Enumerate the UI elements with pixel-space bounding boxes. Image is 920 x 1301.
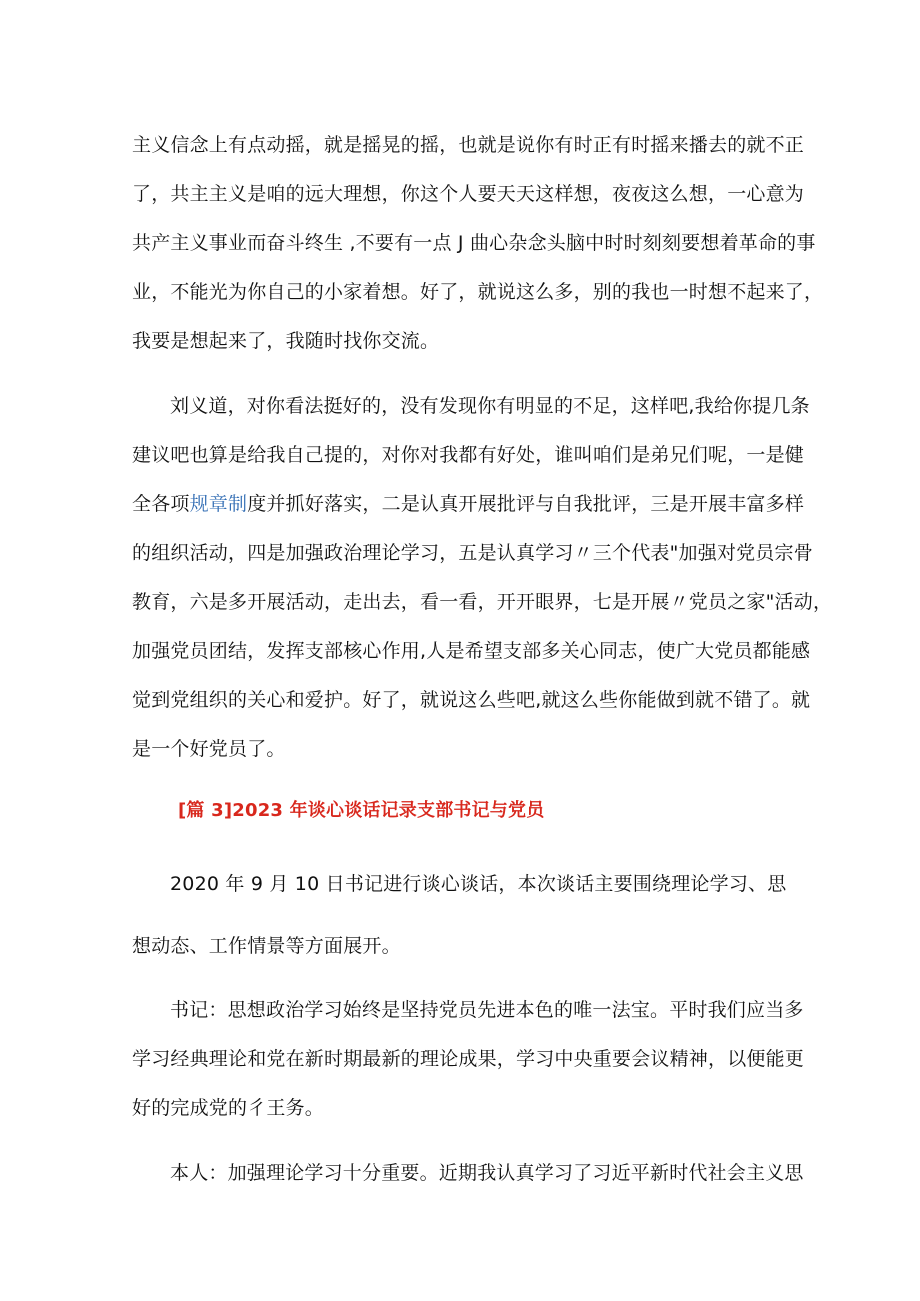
paragraph-4-line-2: 学习经典理论和党在新时期最新的理论成果，学习中央重要会议精神，以便能更 bbox=[132, 1048, 805, 1070]
paragraph-4-line-1: 书记：思想政治学习始终是坚持党员先进本色的唯一法宝。平时我们应当多 bbox=[170, 999, 804, 1021]
paragraph-2-line-3-prefix: 全各项 bbox=[132, 493, 190, 515]
paragraph-4-line-3: 好的完成党的彳王务。 bbox=[132, 1097, 325, 1119]
paragraph-1-line-3: 共产主义事业而奋斗终生 ,不要有一点 J 曲心杂念头脑中时时刻刻要想着革命的事 bbox=[132, 232, 816, 254]
paragraph-2-line-3 bbox=[132, 491, 804, 517]
paragraph-2-line-7: 觉到党组织的关心和爱护。好了，就说这么些吧,就这么些你能做到就不错了。就 bbox=[132, 689, 811, 711]
paragraph-1-line-5: 我要是想起来了，我随时找你交流。 bbox=[132, 330, 440, 352]
paragraph-1-line-1: 主义信念上有点动摇，就是摇晃的摇，也就是说你有时正有时摇来播去的就不正 bbox=[132, 134, 805, 156]
paragraph-2-line-6: 加强党员团结，发挥支部核心作用,人是希望支部多关心同志，使广大党员都能感 bbox=[132, 640, 811, 662]
paragraph-3-line-2: 想动态、工作情景等方面展开。 bbox=[132, 935, 401, 957]
paragraph-3-line-1: 2020 年 9 月 10 日书记进行谈心谈话，本次谈话主要围绕理论学习、思 bbox=[170, 873, 787, 895]
paragraph-5-line-1: 本人：加强理论学习十分重要。近期我认真学习了习近平新时代社会主义思 bbox=[170, 1162, 804, 1184]
paragraph-2-line-8: 是一个好党员了。 bbox=[132, 738, 286, 760]
regulations-link[interactable]: 规章制 bbox=[189, 493, 248, 515]
paragraph-2-line-3-suffix: 度并抓好落实，二是认真开展批评与自我批评，三是开展丰富多样 bbox=[247, 493, 805, 515]
section-heading: [篇 3]2023 年谈心谈话记录支部书记与党员 bbox=[178, 800, 545, 821]
paragraph-1-line-4: 业，不能光为你自己的小家着想。好了，就说这么多，别的我也一时想不起来了， bbox=[132, 281, 824, 303]
paragraph-2-line-1: 刘义道，对你看法挺好的，没有发现你有明显的不足，这样吧,我给你提几条 bbox=[170, 395, 810, 417]
paragraph-2-line-4: 的组织活动，四是加强政治理论学习，五是认真学习〃三个代表"加强对党员宗骨 bbox=[132, 542, 813, 564]
paragraph-1-line-2: 了，共主主义是咱的远大理想，你这个人要天天这样想，夜夜这么想，一心意为 bbox=[132, 183, 805, 205]
paragraph-2-line-5: 教育，六是多开展活动，走出去，看一看，开开眼界，七是开展〃党员之家"活动， bbox=[132, 591, 833, 613]
paragraph-2-line-2: 建议吧也算是给我自己提的，对你对我都有好处，谁叫咱们是弟兄们呢，一是健 bbox=[132, 444, 805, 466]
